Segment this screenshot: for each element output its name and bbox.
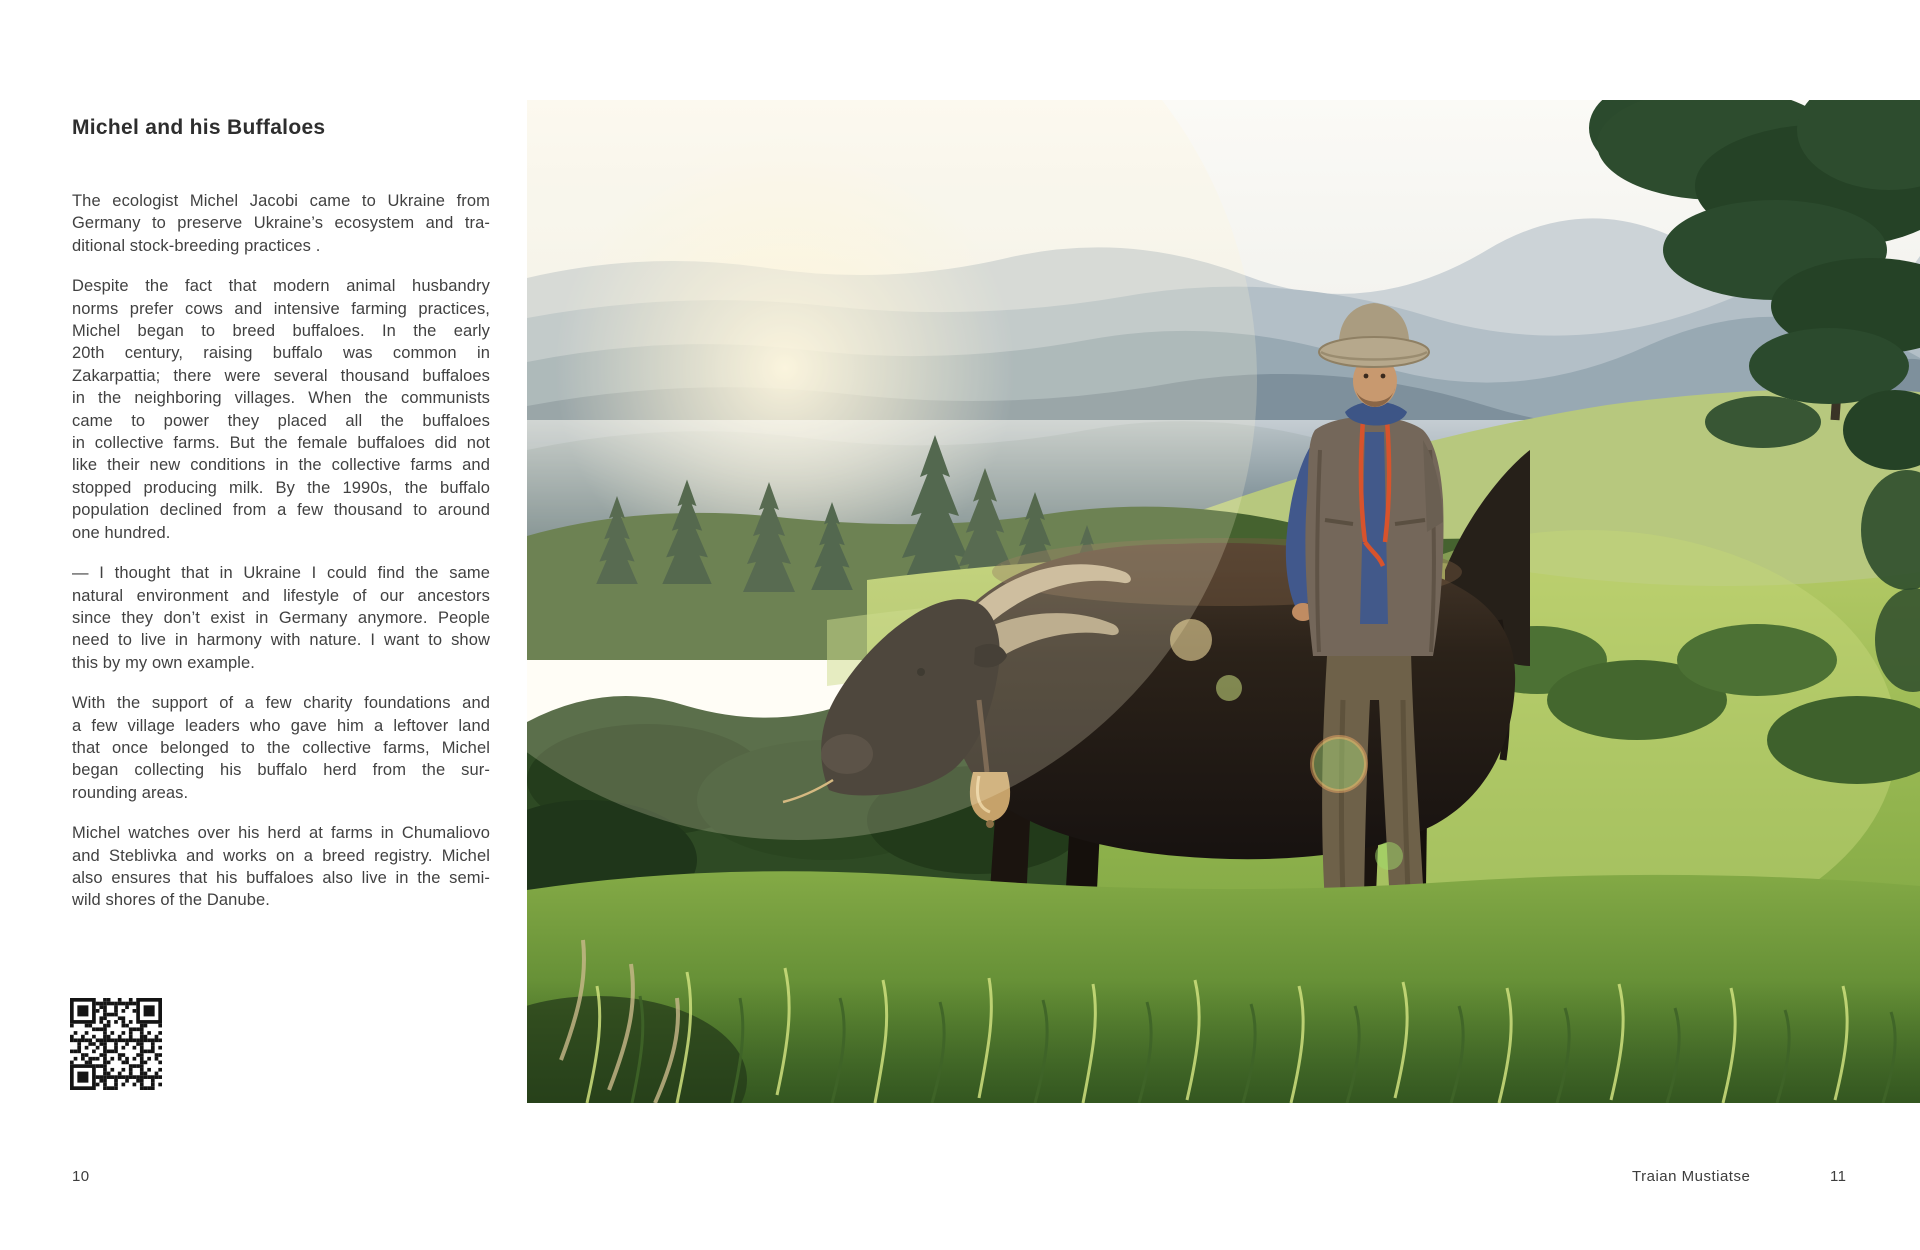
text-line: population declined from a few thousand to around — [72, 501, 490, 520]
photographer-credit: Traian Mustiatse — [1632, 1168, 1751, 1185]
text-line: began collecting his buffalo herd from the sur- — [72, 761, 490, 780]
text-line: Michel watches over his herd at farms in Chumaliovo — [72, 824, 490, 843]
grass-foreground — [527, 871, 1920, 1103]
text-line: With the support of a few charity foundations and — [72, 694, 490, 713]
text-line: rounding areas. — [72, 783, 189, 802]
text-line: Michel began to breed buffaloes. In the early — [72, 322, 490, 341]
text-line: and Steblivka and works on a breed registry. Michel — [72, 846, 490, 865]
paragraph — [72, 562, 490, 674]
text-line: 20th century, raising buffalo was common in — [72, 344, 490, 363]
text-line: a few village leaders who gave him a leftover land — [72, 716, 490, 735]
text-line: need to live in harmony with nature. I want to show — [72, 631, 490, 650]
text-line: came to power they placed all the buffaloes — [72, 411, 490, 430]
paragraph — [72, 190, 490, 257]
qr-code — [70, 998, 162, 1090]
text-line: since they don’t exist in Germany anymore. People — [72, 608, 490, 627]
text-line: like their new conditions in the collective farms and — [72, 456, 490, 475]
text-line: wild shores of the Danube. — [72, 891, 270, 910]
text-line: this by my own example. — [72, 653, 255, 672]
paragraphs — [72, 190, 490, 930]
page-title: Michel and his Buffaloes — [72, 116, 326, 139]
text-line: — I thought that in Ukraine I could find the same — [72, 564, 490, 583]
text-line: that once belonged to the collective farms, Michel — [72, 738, 490, 757]
paragraph — [72, 692, 490, 804]
text-line: also ensures that his buffaloes also live in the semi- — [72, 868, 490, 887]
text-line: Zakarpattia; there were several thousand buffaloes — [72, 366, 490, 385]
text-line: ditional stock-breeding practices . — [72, 236, 321, 255]
man-torso-vest — [1305, 417, 1443, 657]
paragraph — [72, 822, 490, 912]
text-line: natural environment and lifestyle of our ancestors — [72, 586, 490, 605]
paragraph — [72, 275, 490, 544]
text-line: stopped producing milk. By the 1990s, the buffalo — [72, 478, 490, 497]
text-line: Despite the fact that modern animal husbandry — [72, 277, 490, 296]
text-line: Germany to preserve Ukraine’s ecosystem and tra- — [72, 214, 490, 233]
photo-michel-and-buffalo — [527, 100, 1920, 1103]
page-number-right: 11 — [1830, 1168, 1847, 1185]
text-line: in the neighboring villages. When the communists — [72, 389, 490, 408]
text-line: norms prefer cows and intensive farming practices, — [72, 299, 490, 318]
page-number-left: 10 — [72, 1168, 90, 1185]
text-line: one hundred. — [72, 523, 171, 542]
text-line: The ecologist Michel Jacobi came to Ukraine from — [72, 192, 490, 210]
qr-code-wrap — [70, 998, 162, 1090]
text-line: in collective farms. But the female buffaloes did not — [72, 434, 490, 453]
